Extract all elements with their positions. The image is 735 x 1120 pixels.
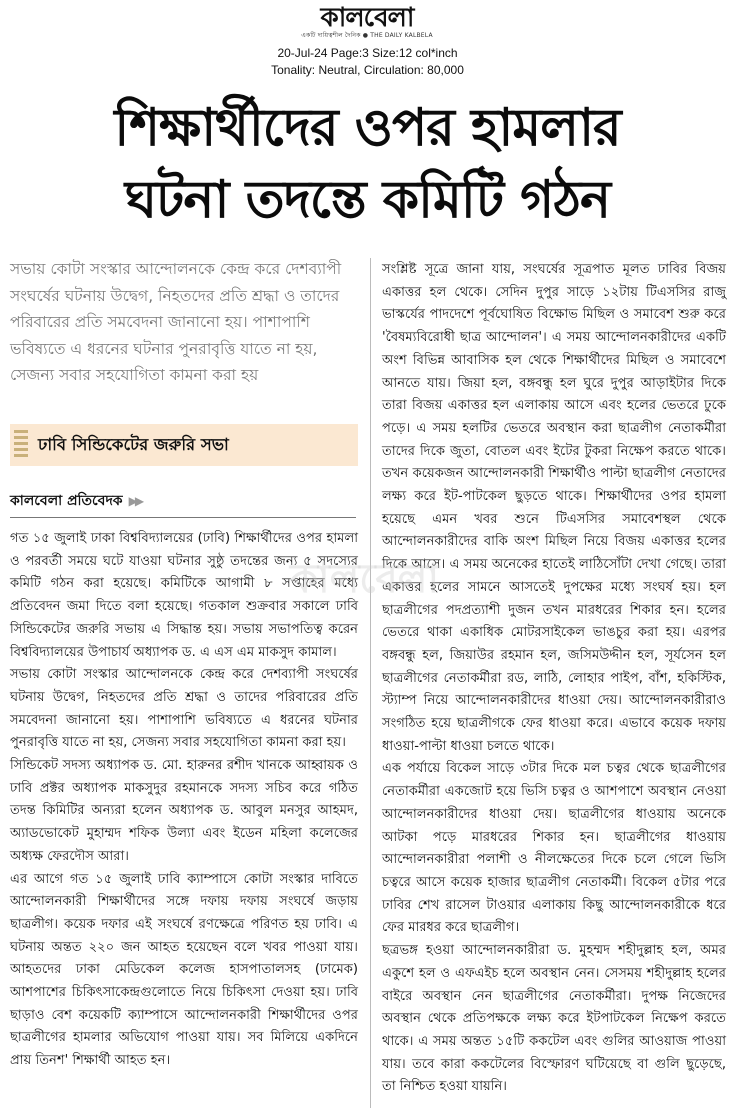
summary-text: সভায় কোটা সংস্কার আন্দোলনকে কেন্দ্র করে দেশব্যাপী সংঘর্ষের ঘটনায় উদ্বেগ, নিহতদের প্রতি শ্রদ্ধা ও তাদের পরিবারের প্রতি সমবেদনা জানানো হয়। পাশাপাশি ভবিষ্যতে এ ধরনের ঘটনার পুনরাবৃত্তি যাতে না হয়, সেজন্য সবার সহযোগিতা কামনা করা হয়	[10, 260, 342, 384]
headline-line-1: শিক্ষার্থীদের ওপর হামলার	[114, 98, 621, 158]
double-chevron-icon: ▶▶	[128, 494, 142, 508]
ornament-icon	[14, 430, 28, 460]
byline-rule	[10, 517, 356, 518]
body-paragraph: সভায় কোটা সংস্কার আন্দোলনকে কেন্দ্র করে দেশব্যাপী সংঘর্ষের ঘটনায় উদ্বেগ, নিহতদের প্রতি শ্রদ্ধা ও তাদের পরিবারের প্রতি সমবেদনা জানানো হয়। পাশাপাশি ভবিষ্যতে এ ধরনের ঘটনার পুনরাবৃত্তি যাতে না হয়, সেজন্য সবার সহযোগিতা কামনা করা হয়।	[10, 667, 358, 751]
newspaper-logo	[282, 4, 452, 40]
body-paragraph: এর আগে গত ১৫ জুলাই ঢাবি ক্যাম্পাসে কোটা সংস্কার দাবিতে আন্দোলনকারী শিক্ষার্থীদের সঙ্গে দফায় দফায় সংঘর্ষে জড়ায় ছাত্রলীগ। কয়েক দফার এই সংঘর্ষে রণক্ষেত্রে পরিণত হয় ঢাবি। এ ঘটনায় অন্তত ২২০ জন আহত হয়েছেন বলে খবর পাওয়া যায়। আহতদের ঢাকা মেডিকেল কলেজ হাসপাতালসহ (ঢামেক) আশপাশের চিকিৎসাকেন্দ্রগুলোতে নিয়ে চিকিৎসা দেওয়া হয়। ঢাবি ছাড়াও বেশ কয়েকটি ক্যাম্পাসে আন্দোলনকারী শিক্ষার্থীদের ওপর ছাত্রলীগের হামলার অভিযোগ পাওয়া যায়। সব মিলিয়ে একদিনে প্রায় তিনশ' শিক্ষার্থী আহত হন।	[10, 871, 358, 1069]
body-paragraph: সংশ্লিষ্ট সূত্রে জানা যায়, সংঘর্ষের সূত্রপাত মূলত ঢাবির বিজয় একাত্তর হল থেকে। সেদিন দুপুর সাড়ে ১২টায় টিএসসির রাজু ভাস্কর্যের পাদদেশে পূর্বঘোষিত বিক্ষোভ মিছিল ও সমাবেশ শুরু করে 'বৈষম্যবিরোধী ছাত্র আন্দোলন'। এ সময় আন্দোলনকারীদের একটি অংশ বিভিন্ন আবাসিক হল থেকে শিক্ষার্থীদের মিছিল ও সমাবেশে আনতে যায়। জিয়া হল, বঙ্গবন্ধু হল ঘুরে দুপুর আড়াইটার দিকে তারা বিজয় একাত্তর হল এলাকায় আসে এবং হলের ভেতরে ঢুকে পড়ে। এ সময় হলটির ভেতরে অবস্থান করা ছাত্রলীগ নেতাকর্মীরা তাদের দিকে জুতা, বোতল এবং ইটের টুকরা নিক্ষেপ করতে থাকে। তখন কয়েকজন আন্দোলনকারী শিক্ষার্থীও পাল্টা ছাত্রলীগ নেতাদের লক্ষ্য করে ইট-পাটকেল ছুড়তে থাকে। শিক্ষার্থীদের ওপর হামলা হয়েছে এমন খবর শুনে টিএসসির সমাবেশস্থল থেকে আন্দোলনকারীদের বাকি অংশ মিছিল নিয়ে বিজয় একাত্তর হলের দিকে আসে। এ সময় অনেকের হাতেই লাঠিসোঁটা দেখা গেছে। তারা একাত্তর হলের সামনে আসতেই দুপক্ষের মধ্যে সংঘর্ষ হয়। হল ছাত্রলীগের পদপ্রত্যাশী দুজন তখন মারধরের শিকার হন। হলের ভেতরে থাকা একাধিক মোটরসাইকেল ভাঙচুর করা হয়। এরপর বঙ্গবন্ধু হল, জিয়াউর রহমান হল, জসিমউদ্দীন হল, সূর্যসেন হল ছাত্রলীগের নেতাকর্মীরা রড, লাঠি, লোহার পাইপ, বাঁশ, হকিস্টিক, স্ট্যাম্প নিয়ে আন্দোলনকারীদের ধাওয়া দেয়। আন্দোলনকারীরাও সংগঠিত হয়ে ছাত্রলীগকে ফের ধাওয়া করে। এভাবে কয়েক দফায় ধাওয়া-পাল্টা ধাওয়া চলতে থাকে।	[382, 262, 726, 754]
subhead-box	[10, 424, 358, 466]
summary-block	[10, 256, 358, 389]
body-column-left	[10, 528, 358, 1073]
body-paragraph: এক পর্যায়ে বিকেল সাড়ে ৩টার দিকে মল চত্বর থেকে ছাত্রলীগের নেতাকর্মীরা একজোট হয়ে ভিসি চত্বর ও আশপাশে অবস্থান নেওয়া আন্দোলনকারীদের ধাওয়া দেয়। ছাত্রলীগের ধাওয়ায় অনেকে আটকা পড়ে মারধরের শিকার হন। ছাত্রলীগের ধাওয়ায় আন্দোলনকারীরা পলাশী ও নীলক্ষেতের দিকে চলে গেলে ভিসি চত্বরে আসে কয়েক হাজার ছাত্রলীগ নেতাকর্মী। বিকেল ৫টার পরে ঢাবির শেখ রাসেল টাওয়ার এলাকায় কিছু আন্দোলনকারীকে ধরে ফের মারধর করে ছাত্রলীগ।	[382, 761, 726, 936]
column-divider	[370, 258, 371, 1108]
byline	[10, 489, 141, 513]
clip-meta-tonality: Tonality: Neutral, Circulation: 80,000	[271, 63, 464, 77]
logo-text: কালবেলা	[320, 3, 414, 33]
headline	[14, 92, 721, 236]
subhead-text: ঢাবি সিন্ডিকেটের জরুরি সভা	[38, 435, 229, 454]
body-paragraph: ছত্রভঙ্গ হওয়া আন্দোলনকারীরা ড. মুহম্মদ শহীদুল্লাহ হল, অমর একুশে হল ও এফএইচ হলে অবস্থান নেন। সেসময় শহীদুল্লাহ হলের বাইরে অবস্থান নেন ছাত্রলীগের নেতাকর্মীরা। দুপক্ষ নিজেদের অবস্থান থেকে প্রতিপক্ষকে লক্ষ্য করে ইটপাটকেল নিক্ষেপ করতে থাকে। এ সময় অন্তত ১৫টি ককটেল এবং গুলির আওয়াজ পাওয়া যায়। তবে কারা ককটেলের বিস্ফোরণ ঘটিয়েছে বা গুলি ছুড়েছে, তা নিশ্চিত হওয়া যায়নি।	[382, 943, 726, 1095]
body-column-right	[382, 259, 726, 1099]
headline-line-2: ঘটনা তদন্তে কমিটি গঠন	[124, 170, 611, 230]
body-paragraph: গত ১৫ জুলাই ঢাকা বিশ্ববিদ্যালয়ের (ঢাবি) শিক্ষার্থীদের ওপর হামলা ও পরবর্তী সময়ে ঘটে যাওয়া ঘটনার সুষ্ঠু তদন্তের জন্য ৫ সদস্যের কমিটি গঠন করা হয়েছে। কমিটিকে আগামী ৮ সপ্তাহের মধ্যে প্রতিবেদন জমা দিতে বলা হয়েছে। গতকাল শুক্রবার সকালে ঢাবি সিন্ডিকেটের জরুরি সভায় এ সিদ্ধান্ত হয়। সভায় সভাপতিত্ব করেন বিশ্ববিদ্যালয়ের উপাচার্য অধ্যাপক ড. এ এস এম মাকসুদ কামাল।	[10, 531, 358, 660]
reporter-name: কালবেলা প্রতিবেদক	[10, 493, 123, 509]
clip-meta-date-page: 20-Jul-24 Page:3 Size:12 col*inch	[277, 46, 458, 60]
body-paragraph: সিন্ডিকেট সদস্য অধ্যাপক ড. মো. হারুনর রশীদ খানকে আহ্বায়ক ও ঢাবি প্রক্টর অধ্যাপক মাকসুদুর রহমানকে সদস্য সচিব করে গঠিত তদন্ত কিমিটির অন্যরা হলেন অধ্যাপক ড. আবুল মনসুর আহমদ, অ্যাডভোকেট মুহাম্মদ শফিক উল্যা এবং ইডেন মহিলা কলেজের অধ্যক্ষ ফেরদৌস আরা।	[10, 758, 358, 864]
logo-tagline: একটি দায়িত্বশীল দৈনিক ● THE DAILY KALBELA	[301, 32, 433, 39]
masthead	[0, 0, 735, 88]
watermark: কালবেলা	[290, 556, 440, 602]
